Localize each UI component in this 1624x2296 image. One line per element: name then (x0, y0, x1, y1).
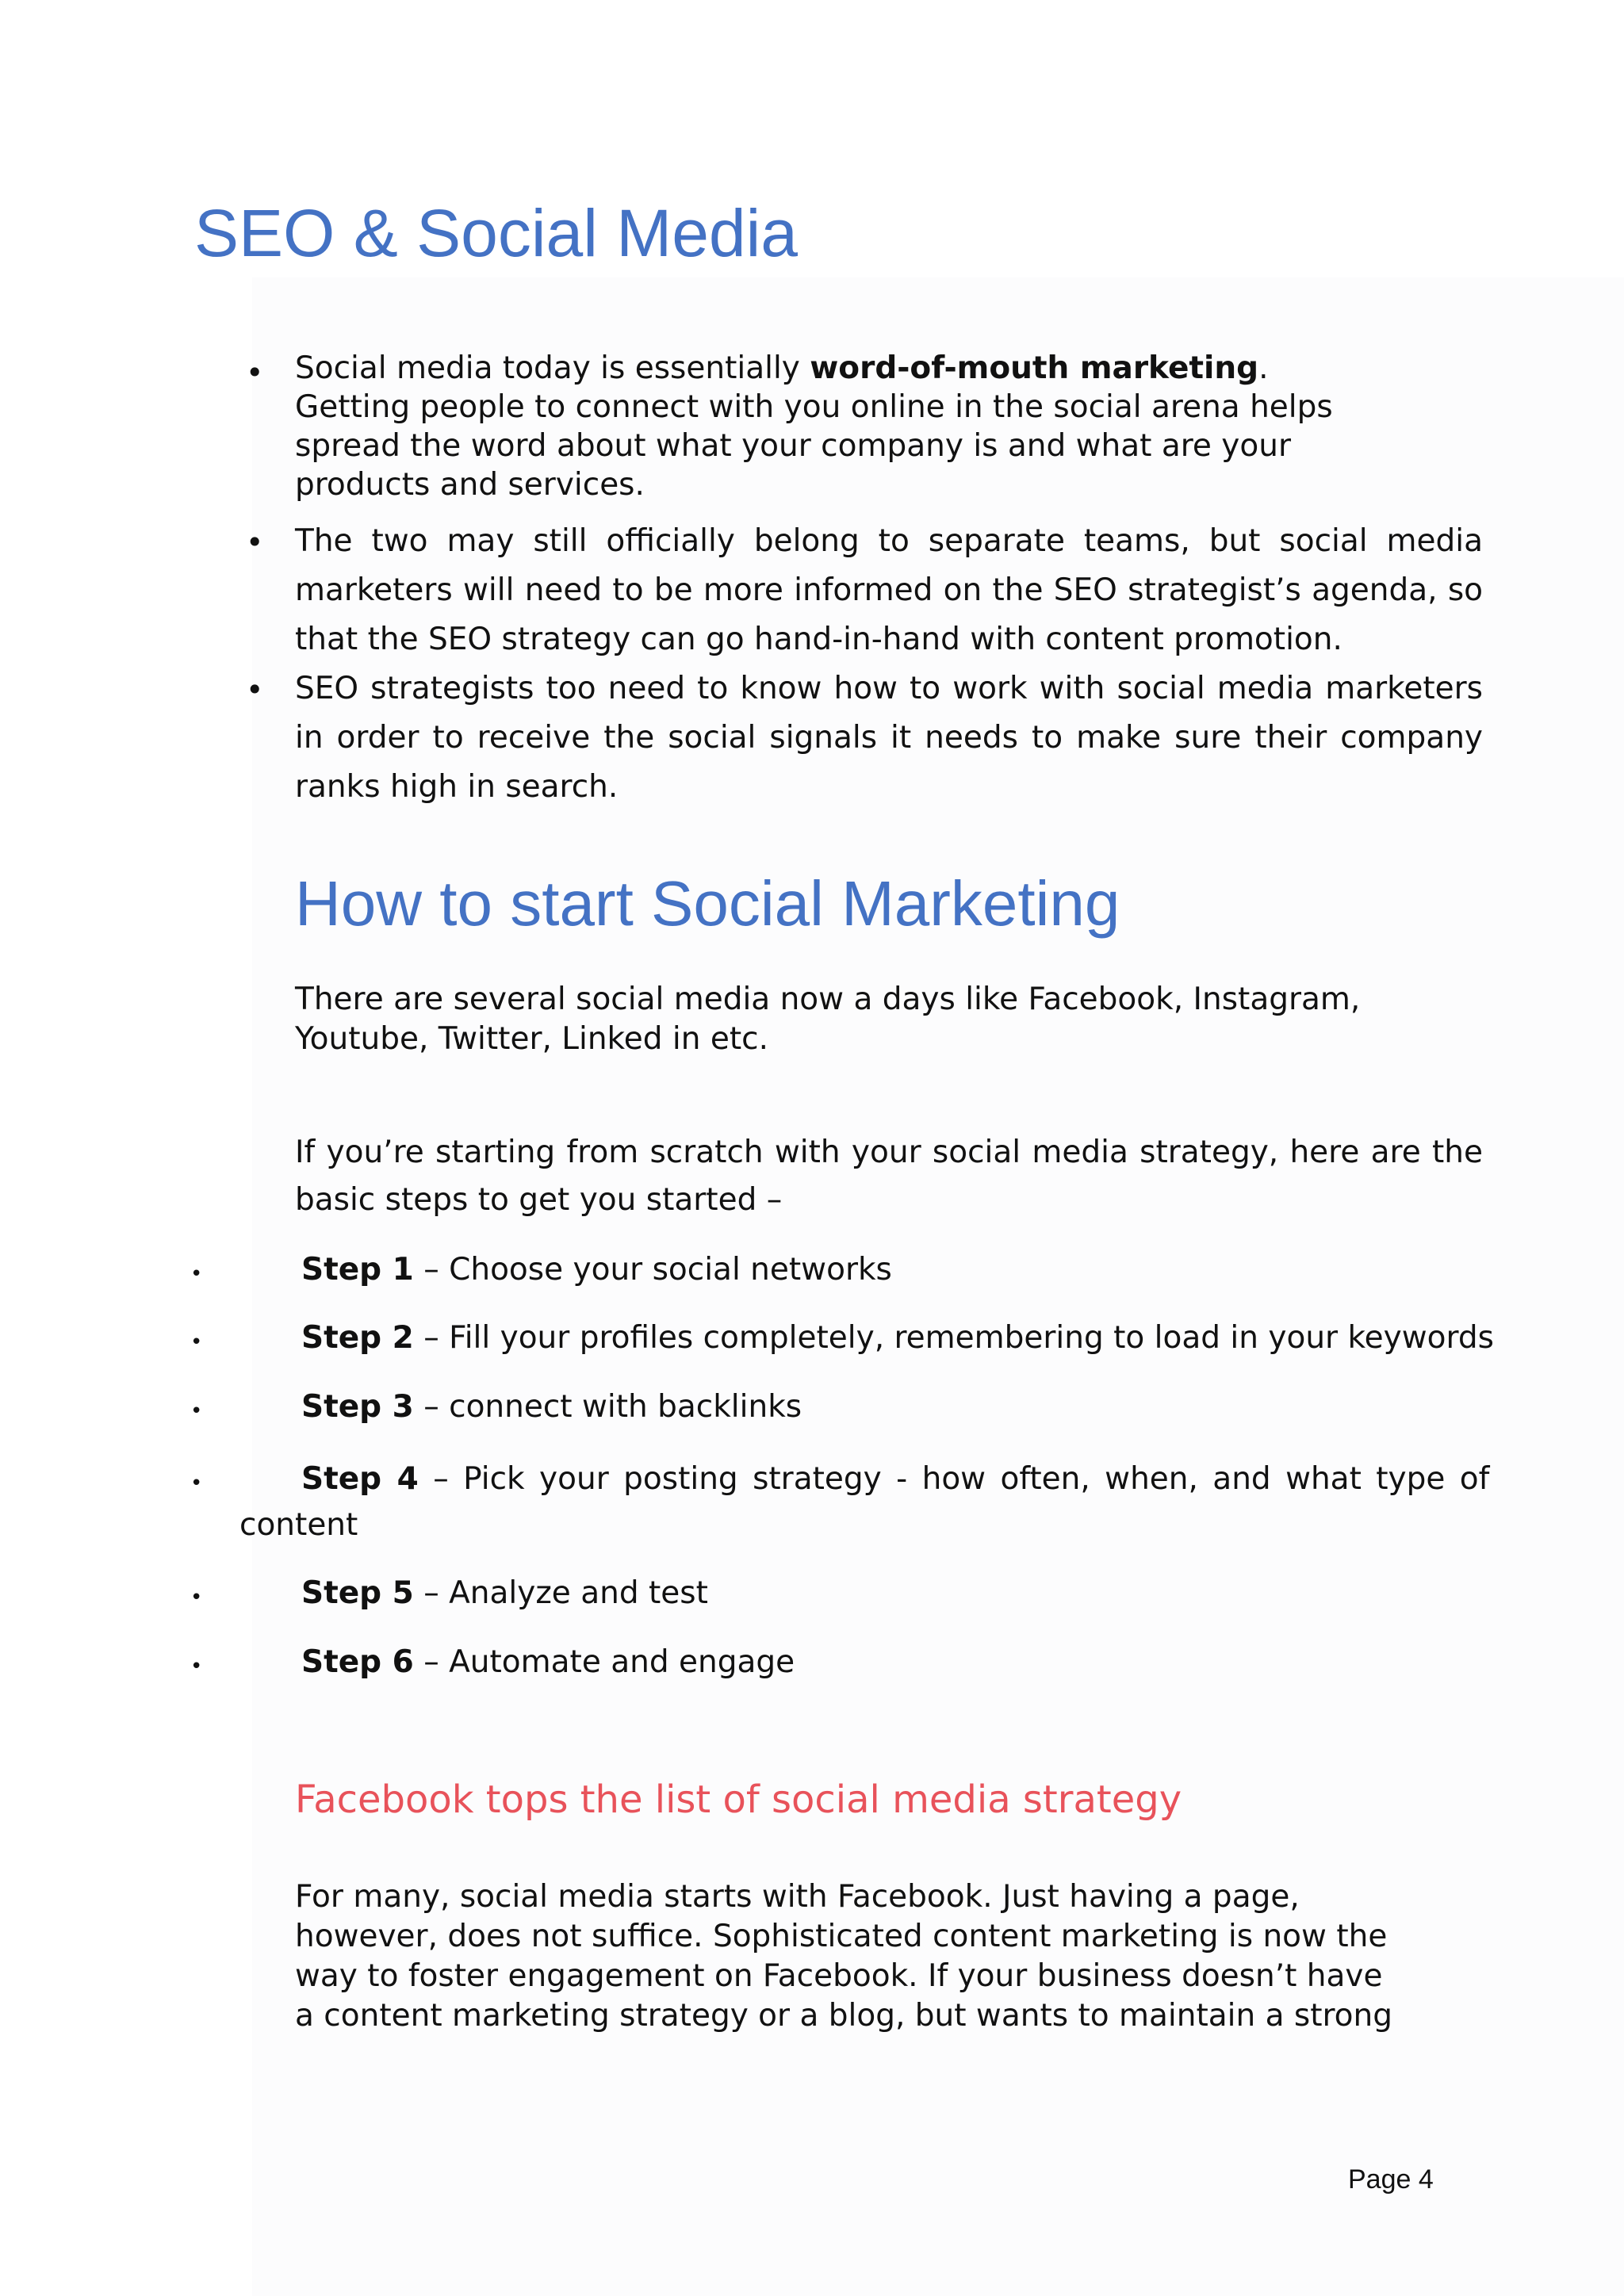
bullet-marker: • (246, 672, 264, 707)
seo-bullet-1 (295, 349, 1381, 504)
step-text: – connect with backlinks (413, 1389, 802, 1425)
step-label: Step 2 (301, 1320, 414, 1356)
step-text: – Choose your social networks (413, 1252, 892, 1288)
step-label: Step 3 (301, 1389, 414, 1425)
intro-paragraph-2: If you’re starting from scratch with your social media strategy, here are the basic steps to get you started – (295, 1135, 1483, 1218)
step-item-4-continuation: content (239, 1507, 358, 1543)
step-item-5 (301, 1570, 708, 1617)
seo-bullet-1-bold: word-of-mouth marketing (810, 350, 1259, 386)
page-number: Page 4 (1348, 2164, 1434, 2195)
bullet-marker: • (190, 1399, 203, 1423)
step-text: – Fill your profiles completely, remembering to load in your keywords (413, 1320, 1494, 1356)
step-item-3 (301, 1383, 802, 1431)
intro-paragraph-1: There are several social media now a days like Facebook, Instagram, Youtube, Twitter, Linked in etc. (295, 982, 1361, 1057)
bullet-marker: • (190, 1262, 203, 1286)
bullet-marker: • (190, 1655, 203, 1678)
bullet-marker: • (190, 1586, 203, 1609)
section-title-facebook: Facebook tops the list of social media strategy (295, 1777, 1182, 1822)
step-item-2 (301, 1314, 1494, 1362)
bullet-marker: • (190, 1330, 203, 1354)
bullet-marker: • (246, 355, 264, 390)
step-label: Step 5 (301, 1575, 414, 1611)
bullet-marker: • (190, 1471, 203, 1495)
step-label: Step 6 (301, 1644, 414, 1680)
step-label: Step 4 (301, 1461, 419, 1497)
step-item-4 (301, 1456, 1490, 1503)
seo-bullet-1-lead: Social media today is essentially (295, 350, 810, 386)
step-item-6 (301, 1639, 795, 1686)
section-title-seo-social: SEO & Social Media (194, 196, 799, 270)
step-text: – Analyze and test (413, 1575, 708, 1611)
step-text: – Automate and engage (413, 1644, 795, 1680)
bullet-marker: • (246, 525, 264, 560)
step-label: Step 1 (301, 1252, 414, 1288)
facebook-paragraph: For many, social media starts with Facebook. Just having a page, however, does not suffice. Sophisticated content marketing is now the way to foster engagement on Facebook. If your business doesn’t have a content marketing strategy or a blog, but wants to maintain a strong (295, 1879, 1393, 2034)
seo-bullet-1-rest: . Getting people to connect with you online in the social arena helps spread the word about what your company is and what are your products and services. (295, 350, 1333, 503)
step-item-1 (301, 1246, 892, 1294)
section-title-how-to-start: How to start Social Marketing (295, 868, 1120, 939)
step-text: – Pick your posting strategy - how often, when, and what type of (418, 1461, 1490, 1497)
seo-bullet-2: The two may still officially belong to separate teams, but social media marketers will need to be more informed on the SEO strategist’s agenda, so that the SEO strategy can go hand-in-hand with content promotion. (295, 523, 1483, 657)
seo-bullet-3: SEO strategists too need to know how to work with social media marketers in order to receive the social signals it needs to make sure their company ranks high in search. (295, 671, 1483, 805)
